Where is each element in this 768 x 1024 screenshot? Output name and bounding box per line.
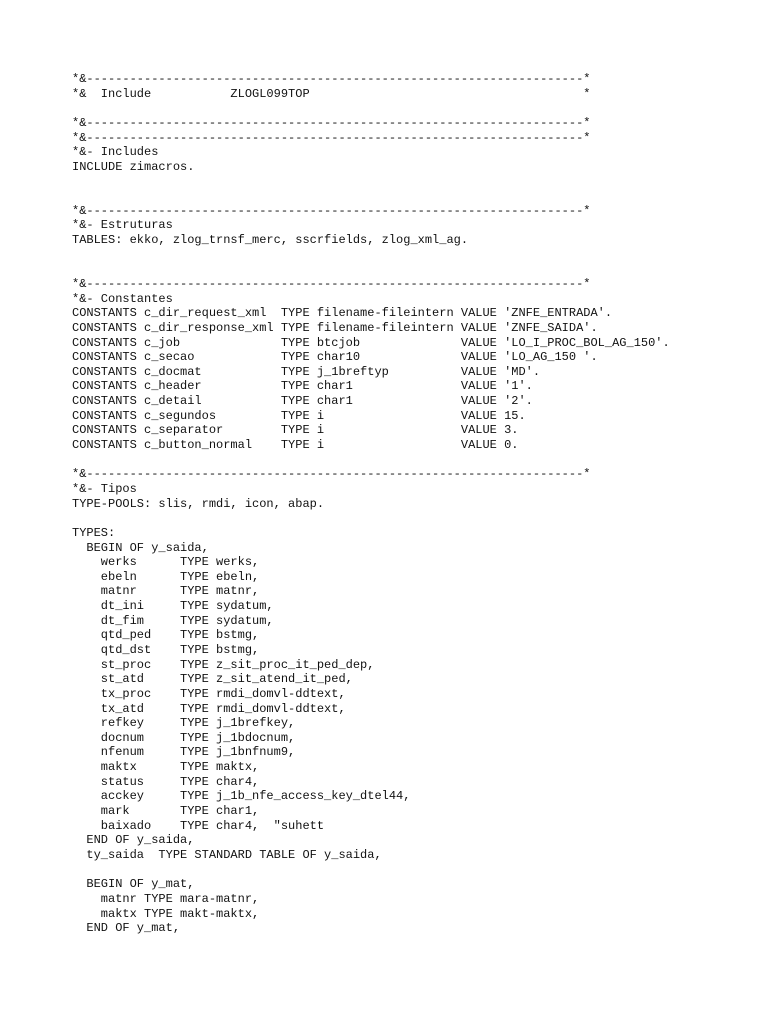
include-statement: INCLUDE zimacros. <box>72 159 195 174</box>
comment-rule: *&---------------------------------------------------------------------* <box>72 130 591 145</box>
blank-line <box>72 248 762 263</box>
structure-field: st_proc TYPE z_sit_proc_it_ped_dep, <box>72 657 375 672</box>
structure-field: refkey TYPE j_1brefkey, <box>72 716 296 731</box>
comment-rule: *&---------------------------------------------------------------------* <box>72 276 591 291</box>
types-keyword-line: TYPES: <box>72 525 116 540</box>
tables-statement: TABLES: ekko, zlog_trnsf_merc, sscrfields, zlog_xml_ag. <box>72 233 469 248</box>
structure-field: qtd_ped TYPE bstmg, <box>72 628 260 643</box>
constant-declaration: CONSTANTS c_dir_request_xml TYPE filename-fileintern VALUE 'ZNFE_ENTRADA'. <box>72 306 613 321</box>
structure-field: dt_fim TYPE sydatum, <box>72 613 274 628</box>
structure-field: acckey TYPE j_1b_nfe_access_key_dtel44, <box>72 789 411 804</box>
structure-field: matnr TYPE matnr, <box>72 584 260 599</box>
section-heading-estruturas: *&- Estruturas <box>72 218 173 233</box>
blank-line <box>72 511 762 526</box>
blank-line <box>72 174 762 189</box>
code-document <box>72 72 762 936</box>
section-heading-constantes: *&- Constantes <box>72 291 173 306</box>
section-heading-tipos: *&- Tipos <box>72 481 137 496</box>
structure-field: docnum TYPE j_1bdocnum, <box>72 730 296 745</box>
structure-field: dt_ini TYPE sydatum, <box>72 599 274 614</box>
structure-field: werks TYPE werks, <box>72 555 260 570</box>
structure-field: qtd_dst TYPE bstmg, <box>72 642 260 657</box>
blank-line <box>72 101 762 116</box>
constant-declaration: CONSTANTS c_header TYPE char1 VALUE '1'. <box>72 379 533 394</box>
structure-field: maktx TYPE maktx, <box>72 760 260 775</box>
structure-field: st_atd TYPE z_sit_atend_it_ped, <box>72 672 353 687</box>
comment-rule: *&---------------------------------------------------------------------* <box>72 115 591 130</box>
constant-declaration: CONSTANTS c_dir_response_xml TYPE filename-fileintern VALUE 'ZNFE_SAIDA'. <box>72 320 598 335</box>
structure-field: baixado TYPE char4, "suhett <box>72 818 325 833</box>
constant-declaration: CONSTANTS c_separator TYPE i VALUE 3. <box>72 423 519 438</box>
blank-line <box>72 262 762 277</box>
type-pools-statement: TYPE-POOLS: slis, rmdi, icon, abap. <box>72 496 325 511</box>
constant-declaration: CONSTANTS c_docmat TYPE j_1breftyp VALUE 'MD'. <box>72 364 541 379</box>
table-type-declaration: ty_saida TYPE STANDARD TABLE OF y_saida, <box>72 847 382 862</box>
constant-declaration: CONSTANTS c_button_normal TYPE i VALUE 0. <box>72 438 519 453</box>
section-heading-includes: *&- Includes <box>72 145 159 160</box>
structure-field: nfenum TYPE j_1bnfnum9, <box>72 745 296 760</box>
structure-field: ebeln TYPE ebeln, <box>72 569 260 584</box>
constant-declaration: CONSTANTS c_detail TYPE char1 VALUE '2'. <box>72 394 533 409</box>
structure-begin-y-saida: BEGIN OF y_saida, <box>72 540 209 555</box>
blank-line <box>72 453 762 468</box>
blank-line <box>72 863 762 878</box>
structure-field: mark TYPE char1, <box>72 804 260 819</box>
structure-field: tx_proc TYPE rmdi_domvl-ddtext, <box>72 686 346 701</box>
structure-field: status TYPE char4, <box>72 774 260 789</box>
structure-end-y-saida: END OF y_saida, <box>72 833 195 848</box>
include-header-line: *& Include ZLOGL099TOP * <box>72 86 591 101</box>
constant-declaration: CONSTANTS c_job TYPE btcjob VALUE 'LO_I_PROC_BOL_AG_150'. <box>72 335 670 350</box>
blank-line <box>72 189 762 204</box>
structure-field: matnr TYPE mara-matnr, <box>72 891 260 906</box>
structure-field: maktx TYPE makt-maktx, <box>72 906 260 921</box>
constant-declaration: CONSTANTS c_segundos TYPE i VALUE 15. <box>72 408 526 423</box>
comment-rule: *&---------------------------------------------------------------------* <box>72 203 591 218</box>
constant-declaration: CONSTANTS c_secao TYPE char10 VALUE 'LO_AG_150 '. <box>72 350 598 365</box>
structure-field: tx_atd TYPE rmdi_domvl-ddtext, <box>72 701 346 716</box>
structure-begin-y-mat: BEGIN OF y_mat, <box>72 877 195 892</box>
structure-end-y-mat: END OF y_mat, <box>72 921 181 936</box>
comment-rule-top: *&---------------------------------------------------------------------* <box>72 72 591 86</box>
comment-rule: *&---------------------------------------------------------------------* <box>72 467 591 482</box>
